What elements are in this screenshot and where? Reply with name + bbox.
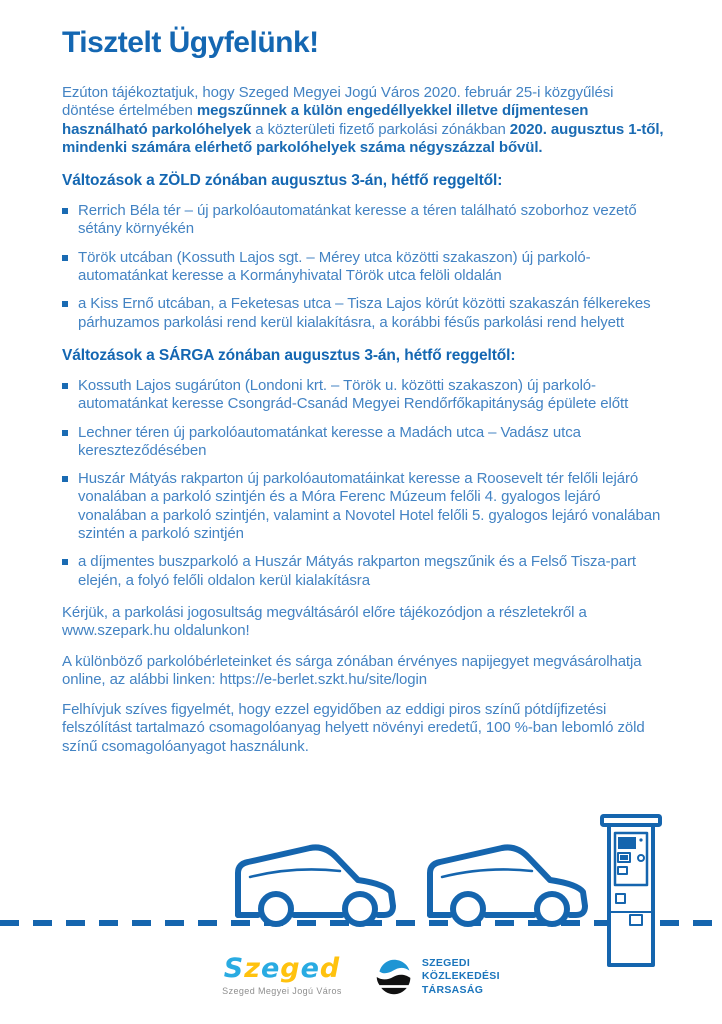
eberlet-link[interactable]: https://e-berlet.szkt.hu/site/login xyxy=(219,670,427,688)
page-title: Tisztelt Ügyfelünk! xyxy=(62,26,319,59)
parking-meter-icon xyxy=(602,816,660,965)
szeged-letter: e xyxy=(300,953,320,984)
list-item xyxy=(62,295,666,332)
szeged-city-logo xyxy=(222,955,342,996)
list-item-text: Török utcában (Kossuth Lajos sgt. – Mérey utca közötti szakaszon) új parkoló-automatánkat keresse a Kormányhivatal Török utca felöli oldalán xyxy=(78,248,591,285)
list-item xyxy=(62,377,666,414)
szeged-letter: g xyxy=(280,953,301,984)
list-item-text: a díjmentes buszparkoló a Huszár Mátyás rakparton megszűnik és a Felső Tisza-part elején, a folyó felőli oldalon kerül kialakításra xyxy=(78,553,636,589)
list-item xyxy=(62,424,666,461)
street-illustration xyxy=(0,812,722,970)
closing-text-1b: oldalunkon! xyxy=(169,622,250,640)
footer-logos xyxy=(0,955,722,997)
intro-text-2: a közterületi fizető parkolási zónákban xyxy=(251,120,510,138)
szeged-logo-caption: Szeged Megyei Jogú Város xyxy=(222,986,342,996)
bullet-square-icon xyxy=(62,301,68,307)
szeged-logo-word xyxy=(222,955,342,982)
szeged-letter: e xyxy=(260,953,281,984)
bullet-square-icon xyxy=(62,476,68,482)
list-item xyxy=(62,470,666,543)
yellow-zone-list xyxy=(62,377,666,590)
szkt-text-line: TÁRSASÁG xyxy=(421,983,484,996)
szkt-text-line: KÖZLEKEDÉSI xyxy=(421,970,500,983)
bullet-square-icon xyxy=(62,208,68,214)
closing-text-2a: A különböző parkolóbérleteinket és sárga zónában érvényes napijegyet megvásárolhatja online, az alábbi linken: xyxy=(62,652,642,688)
document-content xyxy=(62,26,666,756)
list-item xyxy=(62,553,666,590)
szkt-logo-text xyxy=(422,957,500,996)
intro-paragraph xyxy=(62,84,666,157)
list-item-text: Kossuth Lajos sugárúton (Londoni krt. – Török u. közötti szakaszon) új parkoló-automatánkat keresse Csongrád-Csanád Megyei Rendőrfőkapitányság épülete előtt xyxy=(78,376,629,413)
list-item xyxy=(62,202,666,239)
bullet-square-icon xyxy=(62,255,68,261)
illustration xyxy=(0,812,722,970)
section-heading-green-zone: Változások a ZÖLD zónában augusztus 3-án, hétfő reggeltől: xyxy=(62,172,503,190)
szepark-link[interactable]: www.szepark.hu xyxy=(62,622,170,640)
bullet-square-icon xyxy=(62,430,68,436)
bullet-square-icon xyxy=(62,383,68,389)
szkt-text-line: SZEGEDI xyxy=(421,957,471,970)
list-item-text: Lechner téren új parkolóautomatánkat keresse a Madách utca – Vadász utca kereszteződésében xyxy=(78,423,581,459)
car-icon xyxy=(238,847,393,924)
szeged-letter: S xyxy=(223,953,245,984)
closing-paragraph-eberlet xyxy=(62,653,666,690)
szkt-globe-icon xyxy=(374,957,414,997)
car-icon xyxy=(430,847,585,924)
closing-text-1a: Kérjük, a parkolási jogosultság megváltásáról előre tájékozódjon a részletekről a xyxy=(62,603,587,621)
closing-paragraph-szepark xyxy=(62,604,666,641)
szkt-logo xyxy=(374,955,500,997)
intro-bold-1: megszűnnek a külön engedéllyekkel illetve díjmentesen használható parkolóhelyek xyxy=(62,102,589,138)
section-heading-yellow-zone: Változások a SÁRGA zónában augusztus 3-án, hétfő reggeltől: xyxy=(62,346,516,364)
list-item-text: Huszár Mátyás rakparton új parkolóautomatáinkat keresse a Roosevelt tér felőli lejáró vonalában a parkoló szintjén és a Móra Ferenc Múzeum felőli 4. gyalogos lejáró vonalában a parkoló szintjén, valamint a Novotel Hotel felőli 5. gyalogos lejáró vonalában szintén a parkoló szintjén xyxy=(78,470,661,543)
bullet-square-icon xyxy=(62,559,68,565)
intro-text-1: Ezúton tájékoztatjuk, hogy Szeged Megyei Jogú Város 2020. február 25-i közgyűlési döntése értelmében xyxy=(62,84,614,120)
green-zone-list xyxy=(62,202,666,332)
szeged-letter: d xyxy=(319,953,341,984)
szeged-letter: z xyxy=(244,953,261,984)
list-item-text: Rerrich Béla tér – új parkolóautomatánkat keresse a téren található szoborhoz vezető sétány környékén xyxy=(78,202,637,238)
closing-paragraph-packaging: Felhívjuk szíves figyelmét, hogy ezzel egyidőben az eddigi piros színű pótdíjfizetési felszólítást tartalmazó csomagolóanyag helyett növényi eredetű, 100 %-ban lebomló zöld színű csomagolóanyagot használunk. xyxy=(62,701,645,755)
list-item-text: a Kiss Ernő utcában, a Feketesas utca – Tisza Lajos körút közötti szakaszán félkerekes párhuzamos parkolási rend kerül kialakításra, a korábbi fésűs parkolási rend helyett xyxy=(78,295,651,331)
list-item xyxy=(62,249,666,286)
intro-bold-2: 2020. augusztus 1-től, mindenki számára elérhető parkolóhelyek száma négyszázzal bővül. xyxy=(62,120,664,156)
